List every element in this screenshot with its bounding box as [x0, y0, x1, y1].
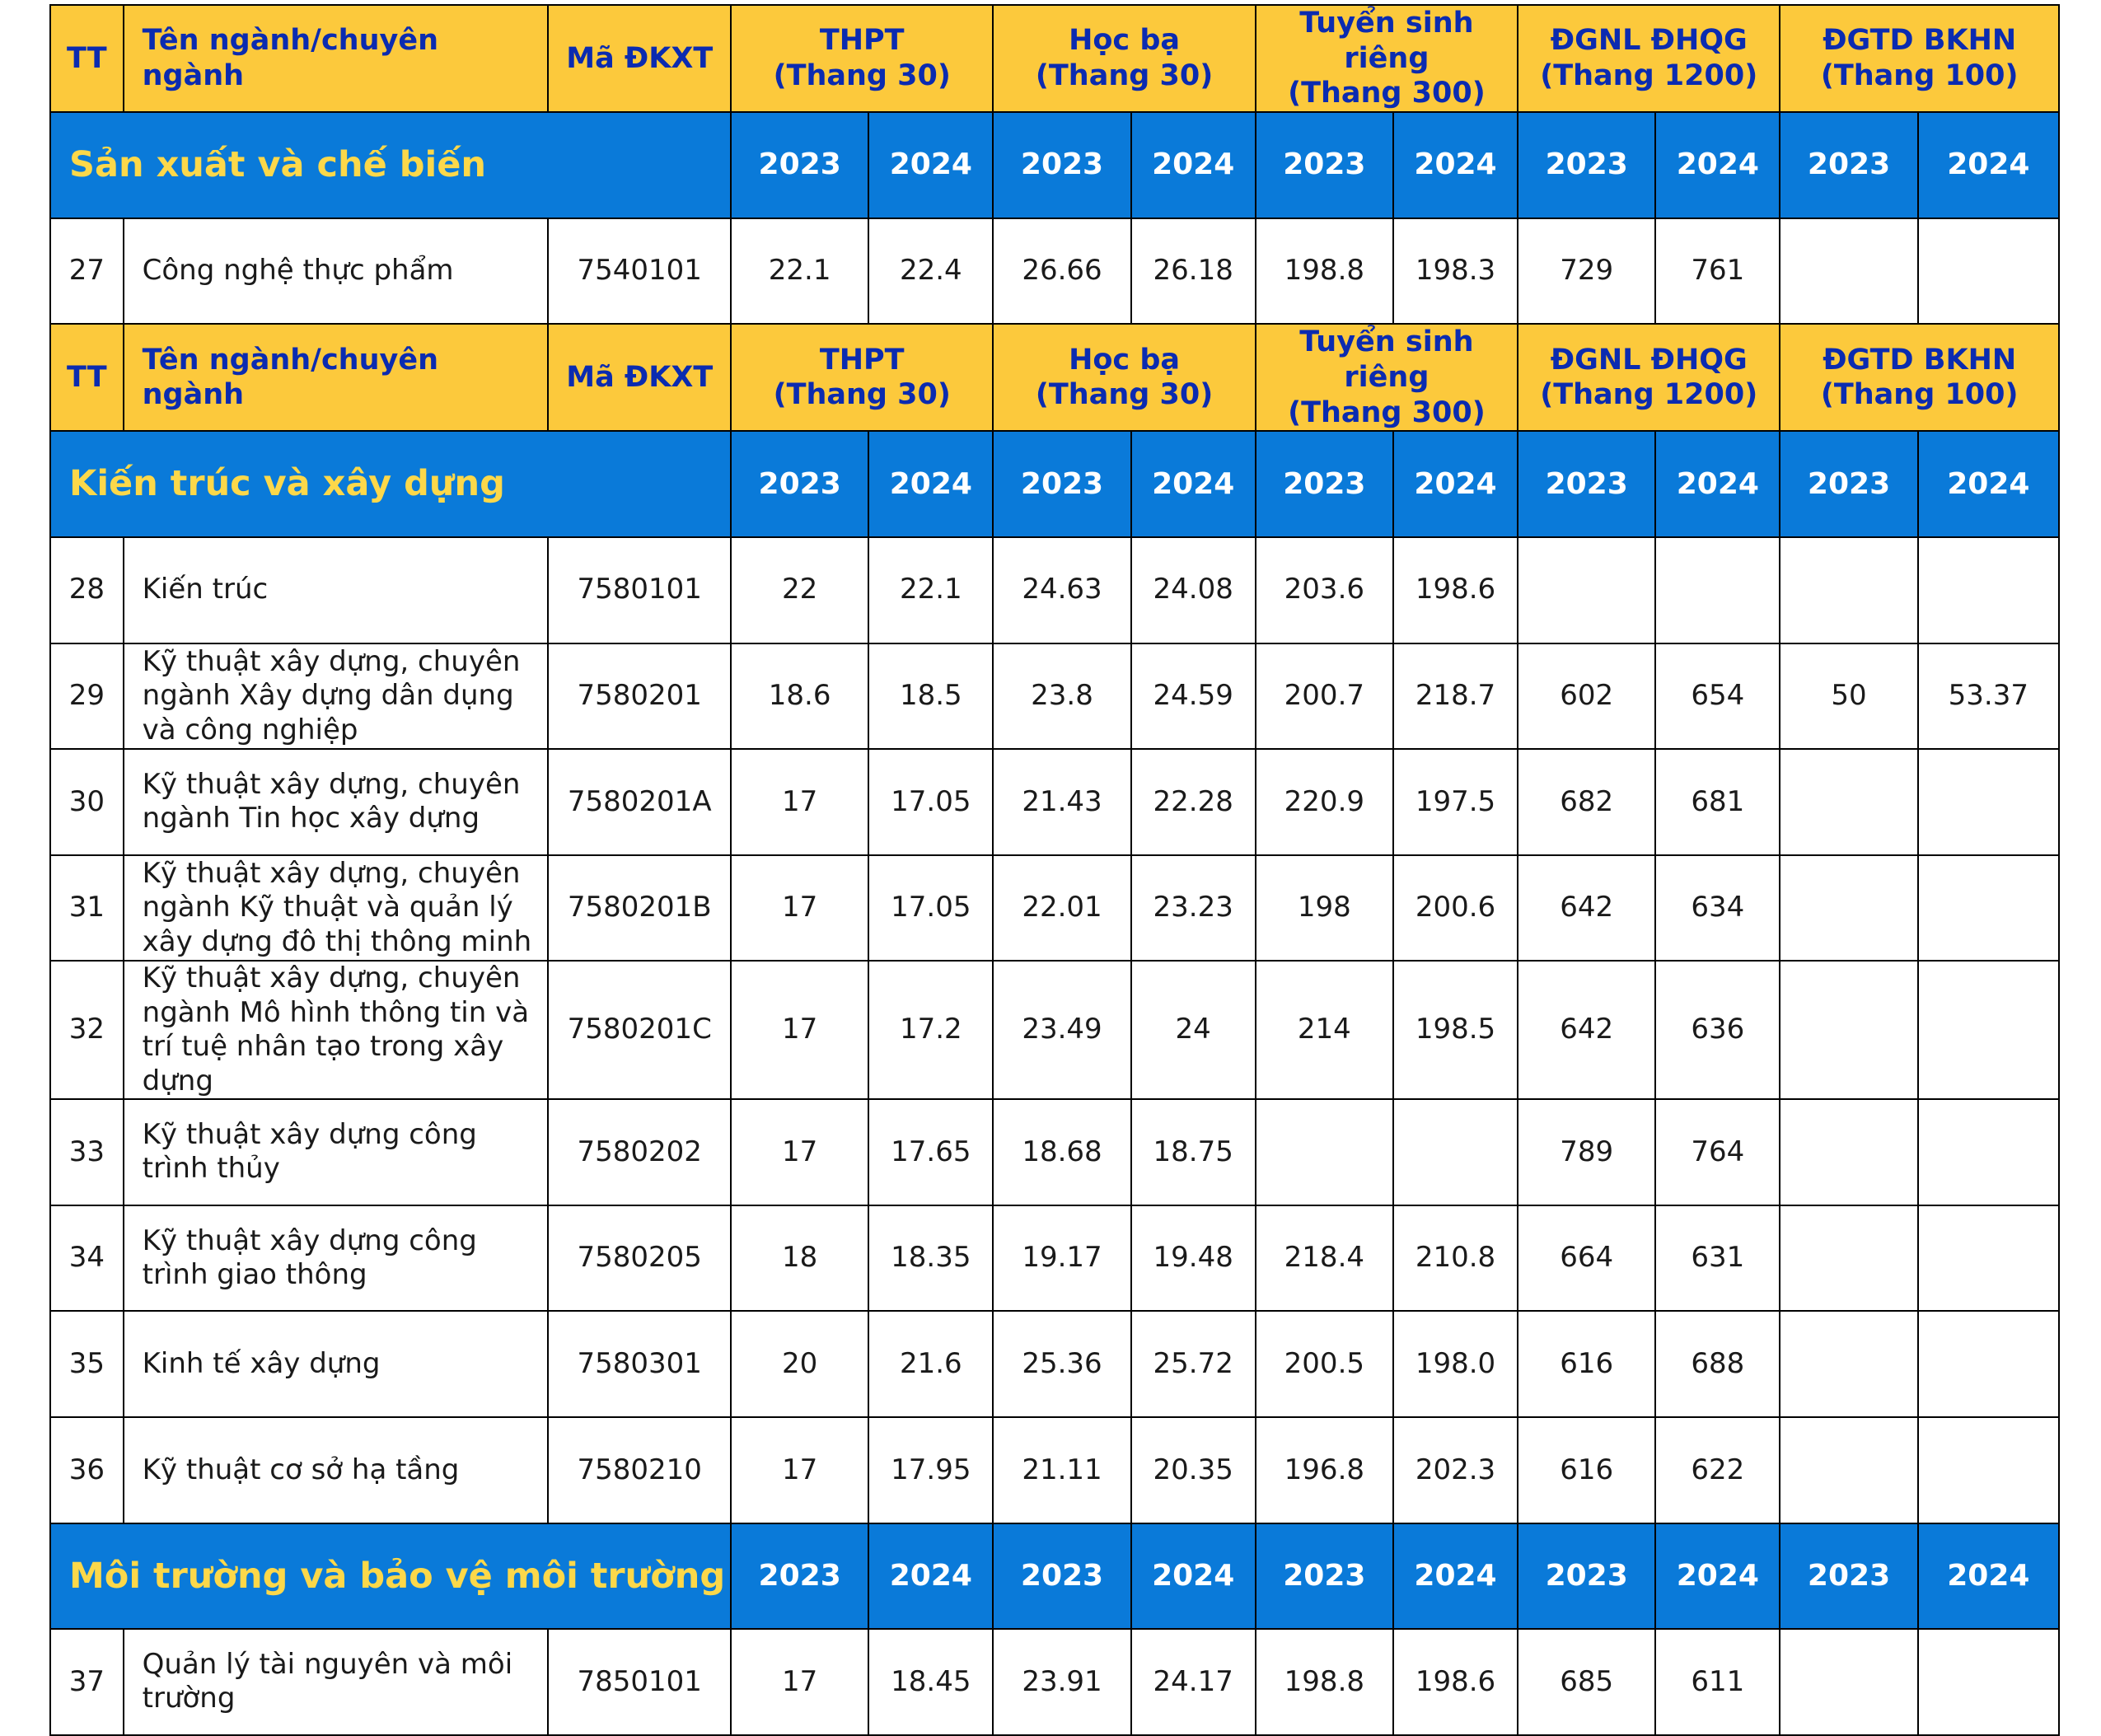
admission-scores-table-container — [49, 4, 2060, 1736]
score-cell — [1393, 1099, 1518, 1205]
score-cell: 21.11 — [993, 1417, 1130, 1523]
score-cell — [1780, 1099, 1917, 1205]
table-row — [50, 537, 2059, 643]
section-title: Kiến trúc và xây dựng — [50, 431, 731, 537]
score-cell: 198.8 — [1256, 218, 1393, 325]
score-cell: 688 — [1655, 1311, 1780, 1417]
score-cell: 602 — [1518, 643, 1655, 750]
year-label: 2024 — [1393, 431, 1518, 537]
row-major-name: Kỹ thuật xây dựng công trình giao thông — [124, 1205, 549, 1312]
year-label: 2023 — [1518, 112, 1655, 218]
score-cell: 198.8 — [1256, 1629, 1393, 1735]
score-cell: 18.35 — [868, 1205, 993, 1312]
year-label: 2024 — [868, 431, 993, 537]
header-method — [731, 324, 993, 431]
score-cell: 681 — [1655, 749, 1780, 855]
section-header-row — [50, 1523, 2059, 1630]
header-code: Mã ĐKXT — [548, 324, 731, 431]
header-method — [993, 5, 1255, 112]
score-cell: 198 — [1256, 855, 1393, 962]
table-row — [50, 218, 2059, 325]
score-cell: 17.95 — [868, 1417, 993, 1523]
score-cell: 23.23 — [1131, 855, 1256, 962]
score-cell: 611 — [1655, 1629, 1780, 1735]
score-cell: 685 — [1518, 1629, 1655, 1735]
score-cell: 53.37 — [1918, 643, 2059, 750]
row-major-name: Kiến trúc — [124, 537, 549, 643]
header-method — [1256, 324, 1518, 431]
score-cell: 18.68 — [993, 1099, 1130, 1205]
header-method — [1518, 324, 1780, 431]
header-method-line: (Thang 30) — [773, 378, 951, 412]
header-method-line: ĐGNL ĐHQG — [1550, 343, 1748, 377]
row-code: 7580201C — [548, 961, 731, 1099]
score-cell: 197.5 — [1393, 749, 1518, 855]
header-method — [1780, 5, 2059, 112]
year-label: 2023 — [731, 112, 868, 218]
header-method-line: (Thang 30) — [1035, 59, 1214, 93]
year-label: 2023 — [731, 431, 868, 537]
row-code: 7580205 — [548, 1205, 731, 1312]
score-cell: 200.7 — [1256, 643, 1393, 750]
header-method — [1518, 5, 1780, 112]
year-label: 2023 — [1256, 431, 1393, 537]
score-cell: 21.6 — [868, 1311, 993, 1417]
header-method — [993, 324, 1255, 431]
score-cell: 200.6 — [1393, 855, 1518, 962]
score-cell: 26.66 — [993, 218, 1130, 325]
header-method-line: (Thang 100) — [1820, 378, 2019, 412]
score-cell — [1780, 1417, 1917, 1523]
score-cell: 764 — [1655, 1099, 1780, 1205]
score-cell: 19.17 — [993, 1205, 1130, 1312]
score-cell: 198.3 — [1393, 218, 1518, 325]
row-code: 7580201A — [548, 749, 731, 855]
header-method-line: THPT — [819, 343, 905, 377]
score-cell: 24.08 — [1131, 537, 1256, 643]
header-method — [731, 5, 993, 112]
year-label: 2023 — [1256, 112, 1393, 218]
score-cell: 636 — [1655, 961, 1780, 1099]
score-cell: 196.8 — [1256, 1417, 1393, 1523]
table-row — [50, 855, 2059, 962]
year-label: 2023 — [1256, 1523, 1393, 1630]
year-label: 2023 — [993, 431, 1130, 537]
score-cell: 24 — [1131, 961, 1256, 1099]
row-tt: 35 — [50, 1311, 124, 1417]
year-label: 2023 — [993, 1523, 1130, 1630]
row-tt: 31 — [50, 855, 124, 962]
header-method-line: ĐGTD BKHN — [1823, 343, 2017, 377]
row-major-name: Kinh tế xây dựng — [124, 1311, 549, 1417]
header-method-line: THPT — [819, 24, 905, 58]
row-major-name: Kỹ thuật xây dựng công trình thủy — [124, 1099, 549, 1205]
score-cell: 218.7 — [1393, 643, 1518, 750]
section-header-row — [50, 431, 2059, 537]
score-cell: 20 — [731, 1311, 868, 1417]
score-cell: 17 — [731, 749, 868, 855]
column-header-row — [50, 324, 2059, 431]
score-cell: 198.6 — [1393, 537, 1518, 643]
score-cell: 200.5 — [1256, 1311, 1393, 1417]
score-cell: 631 — [1655, 1205, 1780, 1312]
score-cell: 18.45 — [868, 1629, 993, 1735]
score-cell: 24.63 — [993, 537, 1130, 643]
header-method-line: Học bạ — [1069, 343, 1181, 377]
year-label: 2023 — [993, 112, 1130, 218]
score-cell: 203.6 — [1256, 537, 1393, 643]
year-label: 2024 — [1131, 112, 1256, 218]
header-method-line: (Thang 300) — [1288, 77, 1486, 110]
score-cell: 198.0 — [1393, 1311, 1518, 1417]
score-cell — [1780, 1205, 1917, 1312]
score-cell: 23.91 — [993, 1629, 1130, 1735]
header-method-line: Học bạ — [1069, 24, 1181, 58]
row-code: 7580301 — [548, 1311, 731, 1417]
score-cell: 18 — [731, 1205, 868, 1312]
row-tt: 36 — [50, 1417, 124, 1523]
score-cell: 634 — [1655, 855, 1780, 962]
score-cell: 22.01 — [993, 855, 1130, 962]
year-label: 2023 — [1518, 431, 1655, 537]
header-code: Mã ĐKXT — [548, 5, 731, 112]
header-method-line: ĐGNL ĐHQG — [1550, 24, 1748, 58]
score-cell: 17.05 — [868, 855, 993, 962]
year-label: 2024 — [1131, 431, 1256, 537]
table-row — [50, 1099, 2059, 1205]
score-cell: 19.48 — [1131, 1205, 1256, 1312]
score-cell — [1918, 855, 2059, 962]
table-row — [50, 1205, 2059, 1312]
table-body — [50, 5, 2059, 1735]
score-cell: 21.43 — [993, 749, 1130, 855]
row-tt: 37 — [50, 1629, 124, 1735]
row-tt: 30 — [50, 749, 124, 855]
score-cell — [1780, 1311, 1917, 1417]
score-cell: 17.65 — [868, 1099, 993, 1205]
score-cell: 616 — [1518, 1417, 1655, 1523]
row-tt: 29 — [50, 643, 124, 750]
section-title: Sản xuất và chế biến — [50, 112, 731, 218]
score-cell: 198.6 — [1393, 1629, 1518, 1735]
score-cell — [1780, 537, 1917, 643]
score-cell: 24.59 — [1131, 643, 1256, 750]
score-cell: 17 — [731, 1099, 868, 1205]
year-label: 2024 — [868, 1523, 993, 1630]
score-cell — [1780, 1629, 1917, 1735]
score-cell — [1256, 1099, 1393, 1205]
score-cell: 214 — [1256, 961, 1393, 1099]
row-tt: 27 — [50, 218, 124, 325]
row-tt: 28 — [50, 537, 124, 643]
score-cell: 25.72 — [1131, 1311, 1256, 1417]
header-major: Tên ngành/chuyên ngành — [124, 324, 549, 431]
row-major-name: Kỹ thuật xây dựng, chuyên ngành Xây dựng dân dụng và công nghiệp — [124, 643, 549, 750]
row-code: 7850101 — [548, 1629, 731, 1735]
score-cell: 729 — [1518, 218, 1655, 325]
score-cell: 17 — [731, 1417, 868, 1523]
score-cell: 17.2 — [868, 961, 993, 1099]
row-code: 7580210 — [548, 1417, 731, 1523]
section-header-row — [50, 112, 2059, 218]
table-row — [50, 961, 2059, 1099]
year-label: 2024 — [1131, 1523, 1256, 1630]
row-major-name: Công nghệ thực phẩm — [124, 218, 549, 325]
header-method-line: (Thang 30) — [1035, 378, 1214, 412]
score-cell: 789 — [1518, 1099, 1655, 1205]
score-cell: 210.8 — [1393, 1205, 1518, 1312]
score-cell: 664 — [1518, 1205, 1655, 1312]
row-code: 7580202 — [548, 1099, 731, 1205]
row-code: 7580201 — [548, 643, 731, 750]
score-cell — [1918, 1417, 2059, 1523]
year-label: 2024 — [1393, 1523, 1518, 1630]
score-cell: 22 — [731, 537, 868, 643]
row-major-name: Kỹ thuật xây dựng, chuyên ngành Tin học xây dựng — [124, 749, 549, 855]
year-label: 2024 — [1655, 112, 1780, 218]
year-label: 2023 — [1780, 112, 1917, 218]
score-cell — [1780, 218, 1917, 325]
score-cell: 18.75 — [1131, 1099, 1256, 1205]
year-label: 2023 — [1780, 1523, 1917, 1630]
table-row — [50, 1311, 2059, 1417]
header-method-line: (Thang 100) — [1820, 59, 2019, 93]
section-title: Môi trường và bảo vệ môi trường — [50, 1523, 731, 1630]
score-cell: 17.05 — [868, 749, 993, 855]
score-cell: 17 — [731, 855, 868, 962]
score-cell: 642 — [1518, 961, 1655, 1099]
year-label: 2024 — [1918, 1523, 2059, 1630]
header-method-line: Tuyển sinh riêng — [1299, 325, 1474, 394]
score-cell: 20.35 — [1131, 1417, 1256, 1523]
year-label: 2023 — [1780, 431, 1917, 537]
score-cell — [1780, 855, 1917, 962]
score-cell: 23.49 — [993, 961, 1130, 1099]
header-method-line: (Thang 300) — [1288, 395, 1486, 429]
score-cell: 198.5 — [1393, 961, 1518, 1099]
score-cell: 22.1 — [731, 218, 868, 325]
table-row — [50, 643, 2059, 750]
score-cell: 17 — [731, 1629, 868, 1735]
score-cell — [1918, 1629, 2059, 1735]
score-cell: 18.5 — [868, 643, 993, 750]
score-cell — [1918, 749, 2059, 855]
header-method-line: Tuyển sinh riêng — [1299, 7, 1474, 75]
table-row — [50, 749, 2059, 855]
row-code: 7580101 — [548, 537, 731, 643]
header-method — [1256, 5, 1518, 112]
score-cell: 22.1 — [868, 537, 993, 643]
score-cell: 220.9 — [1256, 749, 1393, 855]
score-cell: 761 — [1655, 218, 1780, 325]
year-label: 2024 — [868, 112, 993, 218]
year-label: 2024 — [1918, 112, 2059, 218]
row-code: 7540101 — [548, 218, 731, 325]
header-method — [1780, 324, 2059, 431]
header-tt: TT — [50, 5, 124, 112]
year-label: 2023 — [731, 1523, 868, 1630]
score-cell — [1918, 537, 2059, 643]
admission-scores-table — [49, 4, 2060, 1736]
year-label: 2023 — [1518, 1523, 1655, 1630]
score-cell — [1918, 961, 2059, 1099]
score-cell: 654 — [1655, 643, 1780, 750]
header-major: Tên ngành/chuyên ngành — [124, 5, 549, 112]
row-major-name: Kỹ thuật xây dựng, chuyên ngành Mô hình thông tin và trí tuệ nhân tạo trong xây dựng — [124, 961, 549, 1099]
score-cell: 642 — [1518, 855, 1655, 962]
year-label: 2024 — [1918, 431, 2059, 537]
header-method-line: (Thang 1200) — [1540, 378, 1758, 412]
score-cell: 18.6 — [731, 643, 868, 750]
score-cell: 616 — [1518, 1311, 1655, 1417]
score-cell: 622 — [1655, 1417, 1780, 1523]
row-tt: 34 — [50, 1205, 124, 1312]
score-cell — [1918, 218, 2059, 325]
header-method-line: (Thang 30) — [773, 59, 951, 93]
score-cell: 22.28 — [1131, 749, 1256, 855]
header-method-line: ĐGTD BKHN — [1823, 24, 2017, 58]
year-label: 2024 — [1393, 112, 1518, 218]
year-label: 2024 — [1655, 431, 1780, 537]
column-header-row — [50, 5, 2059, 112]
score-cell — [1518, 537, 1655, 643]
score-cell: 682 — [1518, 749, 1655, 855]
table-row — [50, 1629, 2059, 1735]
row-tt: 33 — [50, 1099, 124, 1205]
score-cell — [1918, 1205, 2059, 1312]
score-cell — [1655, 537, 1780, 643]
header-method-line: (Thang 1200) — [1540, 59, 1758, 93]
score-cell: 26.18 — [1131, 218, 1256, 325]
score-cell: 25.36 — [993, 1311, 1130, 1417]
score-cell: 50 — [1780, 643, 1917, 750]
score-cell: 17 — [731, 961, 868, 1099]
row-tt: 32 — [50, 961, 124, 1099]
score-cell: 23.8 — [993, 643, 1130, 750]
score-cell: 24.17 — [1131, 1629, 1256, 1735]
row-code: 7580201B — [548, 855, 731, 962]
score-cell: 202.3 — [1393, 1417, 1518, 1523]
score-cell — [1780, 749, 1917, 855]
row-major-name: Kỹ thuật xây dựng, chuyên ngành Kỹ thuật và quản lý xây dựng đô thị thông minh — [124, 855, 549, 962]
score-cell — [1918, 1099, 2059, 1205]
score-cell: 22.4 — [868, 218, 993, 325]
year-label: 2024 — [1655, 1523, 1780, 1630]
row-major-name: Kỹ thuật cơ sở hạ tầng — [124, 1417, 549, 1523]
header-tt: TT — [50, 324, 124, 431]
row-major-name: Quản lý tài nguyên và môi trường — [124, 1629, 549, 1735]
score-cell — [1918, 1311, 2059, 1417]
table-row — [50, 1417, 2059, 1523]
score-cell — [1780, 961, 1917, 1099]
score-cell: 218.4 — [1256, 1205, 1393, 1312]
